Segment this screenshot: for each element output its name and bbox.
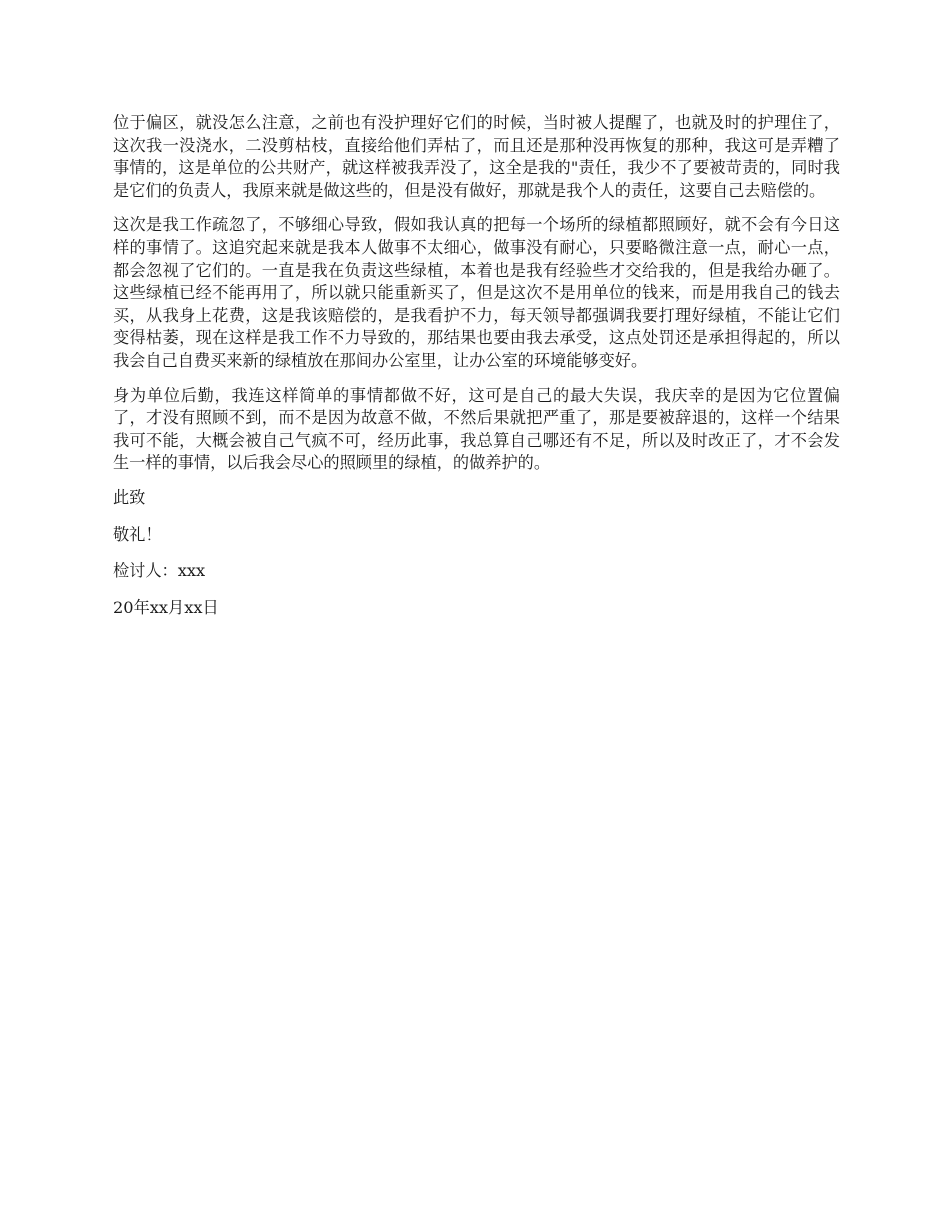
signer-line: 检讨人：xxx bbox=[113, 561, 206, 581]
date-line: 20年xx月xx日 bbox=[113, 597, 219, 617]
paragraph-3: 身为单位后勤，我连这样简单的事情都做不好，这可是自己的最大失误，我庆幸的是因为它位置偏了，才没有照顾不到，而不是因为故意不做，不然后果就把严重了，那是要被辞退的，这样一个结果我可不能，大概会被自己气疯不可，经历此事，我总算自己哪还有不足，所以及时改正了，才不会发生一样的事情，以后我会尽心的照顾里的绿植，的做养护的。 bbox=[113, 385, 840, 473]
document-body bbox=[113, 112, 840, 633]
closing-salutation: 此致 bbox=[113, 487, 146, 507]
paragraph-1: 位于偏区，就没怎么注意，之前也有没护理好它们的时候，当时被人提醒了，也就及时的护理住了，这次我一没浇水，二没剪枯枝，直接给他们弄枯了，而且还是那种没再恢复的那种，我这可是弄糟了事情的，这是单位的公共财产，就这样被我弄没了，这全是我的"责任，我少不了要被苛责的，同时我是它们的负责人，我原来就是做这些的，但是没有做好，那就是我个人的责任，这要自己去赔偿的。 bbox=[113, 113, 840, 200]
closing-regards: 敬礼！ bbox=[113, 524, 162, 544]
paragraph-2: 这次是我工作疏忽了，不够细心导致，假如我认真的把每一个场所的绿植都照顾好，就不会有今日这样的事情了。这追究起来就是我本人做事不太细心，做事没有耐心，只要略微注意一点，耐心一点，都会忽视了它们的。一直是我在负责这些绿植，本着也是我有经验些才交给我的，但是我给办砸了。这些绿植已经不能再用了，所以就只能重新买了，但是这次不是用单位的钱来，而是用我自己的钱去买，从我身上花费，这是我该赔偿的，是我看护不力，每天领导都强调我要打理好绿植，不能让它们变得枯萎，现在这样是我工作不力导致的，那结果也要由我去承受，这点处罚还是承担得起的，所以我会自己自费买来新的绿植放在那间办公室里，让办公室的环境能够变好。 bbox=[113, 215, 840, 370]
